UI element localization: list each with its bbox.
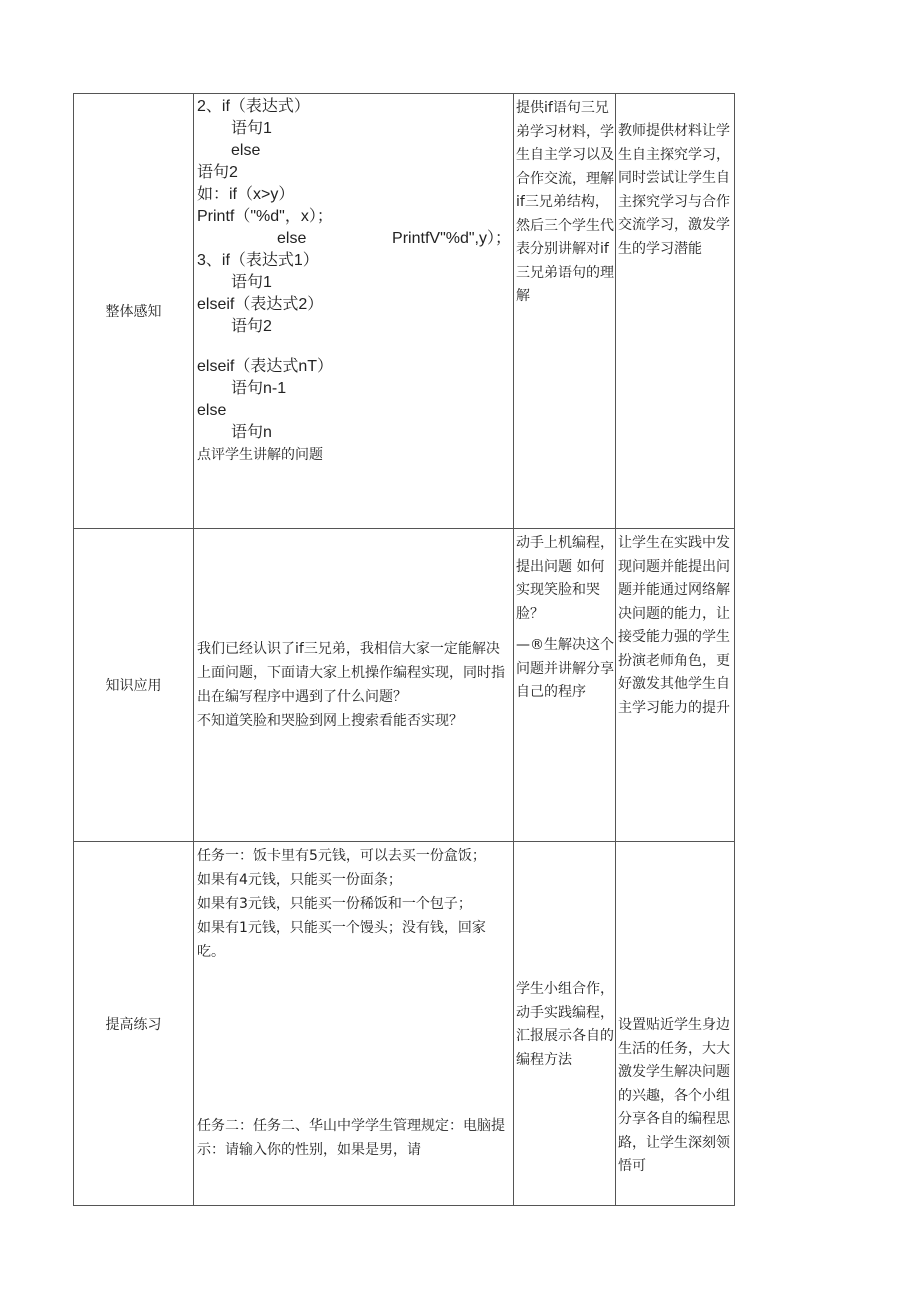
code-line: 语句2 [231,318,272,335]
student-activity-cell [514,842,616,1206]
row-label-cell [74,94,194,529]
content-cell [194,842,514,1206]
code-line: 语句n-1 [231,380,287,397]
application-text [194,529,513,735]
code-line-pair [197,228,511,250]
code-line: 点评学生讲解的问题 [197,447,323,463]
code-line: 语句1 [231,120,272,137]
code-line: else [197,402,227,419]
row-label: 整体感知 [105,304,162,320]
paragraph: 我们已经认识了if三兄弟，我相信大家一定能解决上面问题，下面请大家上机操作编程实现，同时指出在编写程序中遇到了什么问题？ [197,641,505,705]
code-block [194,94,513,468]
table-row [74,529,735,842]
task-line: 如果有4元钱，只能买一份面条； [197,872,402,888]
code-line: 语句2 [197,164,238,181]
design-intent: 设置贴近学生身边生活的任务，大大激发学生解决问题的兴趣，各个小组分享各自的编程思路，让学生深刻领悟可 [618,1017,730,1174]
task-one [194,842,513,966]
lesson-table [73,93,735,1206]
design-intent-cell [616,842,735,1206]
code-line: 如：if（x>y） [197,186,295,203]
task-two: 任务二：任务二、华山中学学生管理规定：电脑提示：请输入你的性别，如果是男，请 [197,1118,505,1158]
student-activity: 提供if语句三兄弟学习材料，学生自主学习以及合作交流，理解if三兄弟结构，然后三个学生代表分别讲解对if三兄弟语句的理解 [516,100,614,304]
design-intent-cell [616,529,735,842]
code-line: elseif（表达式nT） [197,358,334,375]
row-label-cell [74,842,194,1206]
row-label-cell [74,529,194,842]
task-line: 任务一：饭卡里有5元钱，可以去买一份盒饭； [197,848,486,864]
code-line: 3、if（表达式1） [197,252,319,269]
student-activity: 学生小组合作，动手实践编程，汇报展示各自的编程方法 [516,981,614,1068]
code-line: else [277,230,307,247]
code-line: 2、if（表达式） [197,98,310,115]
design-intent: 让学生在实践中发现问题并能提出问题并能通过网络解决问题的能力，让接受能力强的学生扮演老师角色，更好激发其他学生自主学习能力的提升 [618,535,730,716]
design-intent-cell [616,94,735,529]
code-line: else [231,142,261,159]
student-activity-cell [514,94,616,529]
code-line: 语句1 [231,274,272,291]
content-cell [194,529,514,842]
content-cell [194,94,514,529]
paragraph: 不知道笑脸和哭脸到网上搜索看能否实现？ [197,713,463,729]
code-line: 语句n [231,424,272,441]
code-line: PrintfV"%d",y）； [392,230,511,247]
row-label: 提高练习 [105,1016,162,1033]
code-line: Printf（"%d"，x）； [197,208,333,225]
row-label: 知识应用 [105,678,162,694]
student-activity: —®生解决这个问题并讲解分享自己的程序 [516,637,614,700]
code-line: elseif（表达式2） [197,296,324,313]
task-line: 如果有3元钱，只能买一份稀饭和一个包子； [197,896,472,912]
design-intent: 教师提供材料让学生自主探究学习，同时尝试让学生自主探究学习与合作交流学习，激发学生的学习潜能 [618,123,730,257]
table-row [74,94,735,529]
student-activity-cell [514,529,616,842]
task-line: 如果有1元钱，只能买一个馒头；没有钱，回家吃。 [197,920,486,960]
table-row [74,842,735,1206]
student-activity: 动手上机编程，提出问题 如何实现笑脸和哭脸？ [516,535,614,622]
